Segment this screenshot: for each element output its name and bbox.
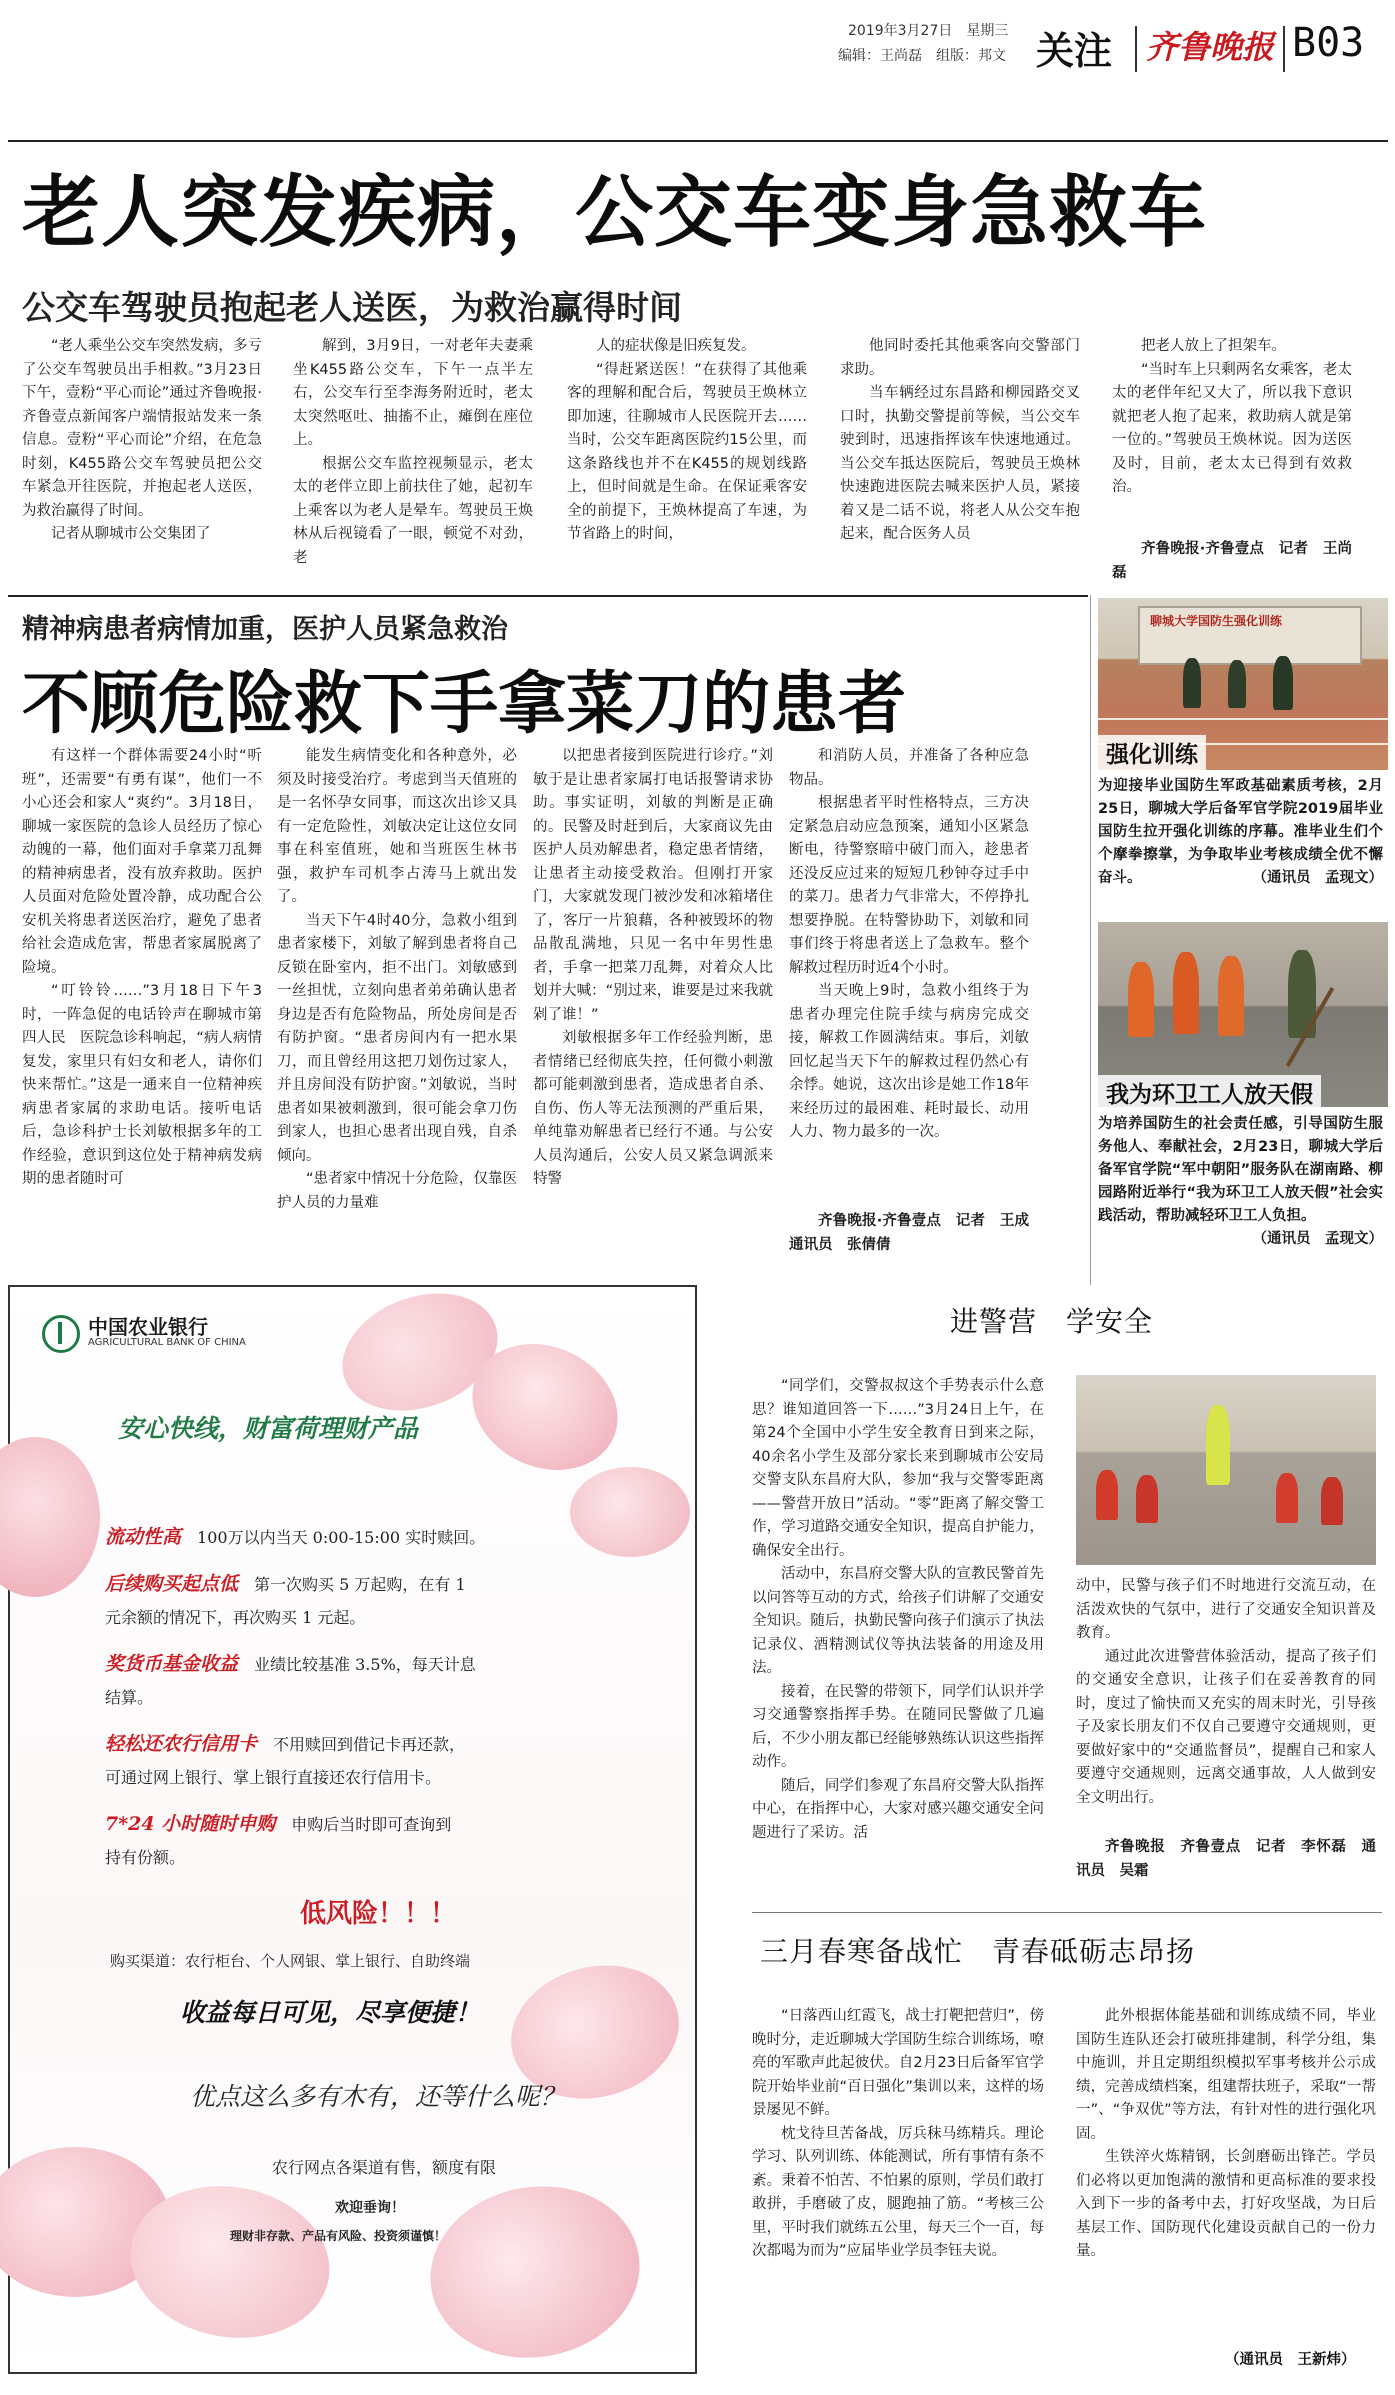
section-name: 关注 — [1036, 29, 1113, 73]
article4-headline: 三月春寒备战忙 青春砥砺志昂扬 — [760, 1935, 1196, 1968]
flower-petal — [570, 1467, 690, 1557]
ad-welcome: 欢迎垂询！ — [335, 2200, 405, 2216]
traffic-police-photo — [1076, 1375, 1376, 1565]
byline-text: 齐鲁晚报·齐鲁壹点 记者 王尚磊 — [1112, 541, 1352, 581]
newspaper-logo: 齐鲁晚报 — [1146, 28, 1275, 66]
ad-feature — [105, 1649, 476, 1676]
police-figure — [1206, 1405, 1230, 1485]
paragraph: 接着，在民警的带领下，同学们认识并学习交通警察指挥手势。在随同民警做了几遍后，不少小朋友都已经能够熟练认识这些指挥动作。 — [752, 1683, 1044, 1770]
bank-advertisement — [8, 1285, 697, 2374]
paragraph: 解到，3月9日，一对老年夫妻乘坐K455路公交车，下午一点半左右，公交车行至李海务附近时，老太太突然呕吐、抽搐不止，瘫倒在座位上。 — [293, 338, 533, 448]
article1-column — [22, 335, 262, 565]
feature-title: 奖货币基金收益 — [105, 1653, 239, 1675]
header-divider — [1283, 26, 1285, 72]
page-number: B03 — [1292, 20, 1365, 66]
caption-credit: （通讯员 孟现文） — [1252, 1231, 1383, 1247]
feature-text: 第一次购买 5 万起购，在有 1 — [254, 1575, 466, 1594]
article1-headline: 老人突发疾病，公交车变身急救车 — [22, 168, 1208, 258]
article1-byline — [1112, 538, 1352, 588]
photo2-tag: 我为环卫工人放天假 — [1098, 1075, 1321, 1110]
paragraph: “同学们，交警叔叔这个手势表示什么意思？谁知道回答一下……”3月24日上午，在第24个全国中小学生安全教育日到来之际，40余名小学生及部分家长来到聊城市公安局交警支队东昌府大队，参加“我与交警零距离——警营开放日”活动。“零”距离了解交警工作，学习道路交通安全知识，提高自护能力，确保安全出行。 — [752, 1378, 1044, 1559]
runner-figure — [1183, 658, 1201, 708]
feature-title: 后续购买起点低 — [105, 1573, 239, 1595]
paragraph: 通过此次进警营体验活动，提高了孩子们的交通安全意识，让孩子们在妥善教育的同时，度过了愉快而又充实的周末时光，引导孩子及家长朋友们不仅自己要遵守交通规则，更要做好家中的“交通监督员”，提醒自己和家人要遵守交通规则，远离交通事故，人人做到安全文明出行。 — [1076, 1648, 1376, 1806]
ad-channels: 购买渠道：农行柜台、个人网银、掌上银行、自助终端 — [110, 1952, 471, 1970]
worker-figure — [1218, 956, 1244, 1036]
issue-date: 2019年3月27日 星期三 — [848, 23, 1009, 39]
feature-text: 业绩比较基准 3.5%，每天计息 — [254, 1655, 476, 1674]
paragraph: 他同时委托其他乘客向交警部门求助。 — [840, 338, 1080, 378]
stadium-sign: 聊城大学国防生强化训练 — [1150, 614, 1283, 628]
article2-column — [789, 745, 1029, 1205]
ad-outlets: 农行网点各渠道有售，额度有限 — [272, 2158, 497, 2177]
article4-column — [752, 2005, 1044, 2365]
paragraph: 当车辆经过东昌路和柳园路交叉口时，执勤交警提前等候，当公交车驶到时，迅速指挥该车快速地通过。当公交车抵达医院后，驾驶员王焕林快速跑进医院去喊来医护人员，紧接着又是二话不说，将老人从公交车抱起来，配合医务人员 — [840, 385, 1080, 542]
paragraph: 动中，民警与孩子们不时地进行交流互动，在活泼欢快的气氛中，进行了交通安全知识普及教育。 — [1076, 1578, 1376, 1641]
paragraph: “老人乘坐公交车突然发病，多亏了公交车驾驶员出手相救。”3月23日下午，壹粉“平心而论”通过齐鲁晚报·齐鲁壹点新闻客户端情报站发来一条信息。壹粉“平心而论”介绍，在危急时刻，K455路公交车驾驶员把公交车紧急开往医院，并抱起老人送医，为救治赢得了时间。 — [22, 338, 262, 519]
flower-petal — [417, 2170, 653, 2374]
feature-text: 不用赎回到借记卡再还款， — [273, 1735, 466, 1754]
feature-text: 100万以内当天 0:00-15:00 实时赎回。 — [197, 1528, 486, 1547]
paragraph: “得赶紧送医！”在获得了其他乘客的理解和配合后，驾驶员王焕林立即加速，往聊城市人民医院开去……当时，公交车距离医院约15公里，而这条路线也并不在K455的规划线路上，但时间就是生命。在保证乘客安全的前提下，王焕林提高了车速，为节省路上的时间， — [567, 361, 807, 542]
photo1-tag: 强化训练 — [1098, 735, 1206, 770]
child-figure — [1321, 1477, 1343, 1525]
ad-feature — [105, 1809, 451, 1836]
ad-slogan: 收益每日可见，尽享便捷！ — [180, 1998, 481, 2027]
editor-credit: 编辑：王尚磊 组版：邦文 — [838, 48, 1006, 64]
paragraph: 把老人放上了担架车。 — [1141, 338, 1286, 354]
article3-column — [752, 1375, 1044, 1915]
paragraph: “当时车上只剩两名女乘客，老太太的老伴年纪又大了，所以我下意识就把老人抱了起来，救助病人就是第一位的。”驾驶员王焕林说。因为送医及时，目前，老太太已得到有效救治。 — [1112, 361, 1352, 495]
paragraph: 和消防人员，并准备了各种应急物品。 — [789, 748, 1029, 788]
article3-byline — [1076, 1836, 1376, 1906]
paragraph: 以把患者接到医院进行诊疗。”刘敏于是让患者家属打电话报警请求协助。事实证明，刘敏的判断是正确的。民警及时赶到后，大家商议先由医护人员劝解患者，稳定患者情绪，让患者主动接受救治。但刚打开家门，大家就发现门被沙发和冰箱堵住了，客厅一片狼藉，各种被毁坏的物品散乱满地，只见一名中年男性患者，手拿一把菜刀乱舞，对着众人比划并大喊：“别过来，谁要是过来我就剁了谁！” — [533, 748, 773, 1023]
ad-headline: 安心快线，财富荷理财产品 — [118, 1414, 419, 1443]
ad-question: 优点这么多有木有，还等什么呢？ — [190, 2082, 566, 2111]
caption-text: 为迎接毕业国防生军政基础素质考核，2月25日，聊城大学后备军官学院2019届毕业国防生拉开强化训练的序幕。准毕业生们个个摩拳擦掌，为争取毕业考核成绩全优不懈奋斗。 — [1098, 778, 1383, 886]
article-divider — [752, 1912, 1382, 1913]
child-figure — [1276, 1473, 1298, 1523]
ad-disclaimer: 理财非存款、产品有风险、投资须谨慎！ — [230, 2229, 447, 2243]
article1-subheadline: 公交车驾驶员抱起老人送医，为救治赢得时间 — [22, 288, 682, 327]
article1-column — [293, 335, 533, 565]
paragraph: “叮铃铃……”3月18日下午3时，一阵急促的电话铃声在聊城市第四人民 医院急诊科响起，“病人病情复发，家里只有妇女和老人，请你们快来帮忙。”这是一通来自一位精神疾病患者家属的求助电话。接听电话后，急诊科护士长刘敏根据多年的工作经验，意识到这位处于精神病发病期的患者随时可 — [22, 983, 262, 1187]
paragraph: “患者家中情况十分危险，仅靠医护人员的力量难 — [277, 1171, 517, 1211]
header-rule — [8, 140, 1388, 142]
paragraph: 枕戈待旦苦备战，厉兵秣马练精兵。理论学习、队列训练、体能测试，所有事情有条不紊。秉着不怕苦、不怕累的原则，学员们敢打敢拼，手磨破了皮，腿跑抽了筋。“考核三公里，平时我们就练五公里，每天三个一百，每次都喝为而为”应届毕业学员李钰夫说。 — [752, 2125, 1044, 2259]
paragraph: 人的症状像是旧疾复发。 — [596, 338, 756, 354]
child-figure — [1096, 1470, 1118, 1520]
article3-headline: 进警营 学安全 — [950, 1305, 1154, 1338]
ad-feature — [105, 1729, 465, 1756]
article4-column — [1076, 2005, 1376, 2335]
paragraph: 刘敏根据多年工作经验判断，患者情绪已经彻底失控，任何微小刺激都可能刺激到患者，造成患者自杀、自伤、伤人等无法预测的严重后果，单纯靠劝解患者已经行不通。与公安人员沟通后，公安人员又紧急调派来特警 — [533, 1030, 773, 1187]
ad-feature-cont: 可通过网上银行、掌上银行直接还农行信用卡。 — [105, 1768, 442, 1787]
photo2-caption — [1098, 1113, 1383, 1278]
caption-credit: （通讯员 孟现文） — [1252, 870, 1383, 886]
worker-figure — [1173, 952, 1199, 1034]
track-lane — [1098, 718, 1388, 720]
header-divider — [1135, 26, 1137, 72]
child-figure — [1136, 1475, 1158, 1523]
feature-title: 流动性高 — [105, 1526, 182, 1548]
article2-byline — [789, 1210, 1044, 1270]
article2-column — [22, 745, 262, 1265]
worker-figure — [1128, 962, 1154, 1037]
paragraph: 根据患者平时性格特点，三方决定紧急启动应急预案，通知小区紧急断电，待警察暗中破门而入，趁患者还没反应过来的短短几秒钟夺过手中的菜刀。患者力气非常大，不停挣扎想要挣脱。在特警协助下，刘敏和同事们终于将患者送上了急救车。整个解救过程历时近4个小时。 — [789, 795, 1029, 976]
article2-column — [277, 745, 517, 1265]
article1-column — [567, 335, 807, 565]
paragraph: 生铁淬火炼精钢，长剑磨砺出锋芒。学员们必将以更加饱满的激情和更高标准的要求投入到下一步的备考中去，打好攻坚战，为日后基层工作、国防现代化建设贡献自己的一份力量。 — [1076, 2149, 1376, 2259]
flower-petal — [0, 1437, 100, 1597]
article3-column — [1076, 1575, 1376, 1833]
ad-feature — [105, 1569, 466, 1596]
paragraph: “日落西山红霞飞，战士打靶把营归”，傍晚时分，走近聊城大学国防生综合训练场，嘹亮的军歌声此起彼伏。自2月23日后备军官学院开始毕业前“百日强化”集训以来，这样的场景屡见不鲜。 — [752, 2008, 1044, 2118]
article4-byline: （通讯员 王新炜） — [1225, 2352, 1356, 2368]
ad-risk: 低风险！！！ — [300, 1899, 457, 1929]
article1-column — [1112, 335, 1352, 495]
article2-column — [533, 745, 773, 1265]
feature-title: 轻松还农行信用卡 — [105, 1733, 258, 1755]
bank-logo-icon — [42, 1315, 80, 1353]
logo-stem — [58, 1322, 62, 1344]
ad-feature — [105, 1522, 485, 1549]
runner-figure — [1228, 660, 1246, 708]
article2-headline: 不顾危险救下手拿菜刀的患者 — [22, 665, 907, 744]
paragraph: 当天下午4时40分，急救小组到患者家楼下，刘敏了解到患者将自己反锁在卧室内，拒不出门。刘敏感到一丝担忧，立刻向患者弟弟确认患者身边是否有危险物品，所处房间是否有防护窗。“患者房间内有一把水果刀，而且曾经用这把刀划伤过家人，并且房间没有防护窗。”刘敏说，当时患者如果被刺激到，很可能会拿刀伤到家人，也担心患者出现自残，自杀倾向。 — [277, 912, 517, 1164]
paragraph: 随后，同学们参观了东昌府交警大队指挥中心，在指挥中心，大家对感兴趣交通安全问题进行了采访。活 — [752, 1777, 1044, 1841]
paragraph: 此外根据体能基础和训练成绩不同，毕业国防生连队还会打破班排建制，科学分组，集中施训，并且定期组织模拟军事考核并公示成绩，完善成绩档案，组建帮扶班子，采取“一帮一”、“争双优”等方法，有针对性的进行强化巩固。 — [1076, 2008, 1376, 2142]
paragraph: 能发生病情变化和各种意外，必须及时接受治疗。考虑到当天值班的是一名怀孕女同事，而这次出诊又具有一定危险性，刘敏决定让这位女同事在科室值班，她和当班医生林书强，救护车司机李占涛马上就出发了。 — [277, 748, 517, 905]
paragraph: 活动中，东昌府交警大队的宣教民警首先以问答等互动的方式，给孩子们讲解了交通安全知识。随后，执勤民警向孩子们演示了执法记录仪、酒精测试仪等执法装备的用途及用法。 — [752, 1566, 1044, 1676]
byline-text: 齐鲁晚报·齐鲁壹点 记者 王成 通讯员 张倩倩 — [789, 1213, 1044, 1253]
ad-feature-cont: 元余额的情况下，再次购买 1 元起。 — [105, 1608, 366, 1627]
paragraph: 根据公交车监控视频显示，老太太的老伴立即上前扶住了她，起初车上乘客以为老人是晕车。驾驶员王焕林从后视镜看了一眼，顿觉不对劲，老 — [293, 455, 533, 566]
paragraph: 有这样一个群体需要24小时“听班”，还需要“有勇有谋”，他们一不小心还会和家人“爽约”。3月18日，聊城一家医院的急诊人员经历了惊心动魄的一幕，他们面对手拿菜刀乱舞的精神病患者，没有放弃救助。医护人员面对危险处置冷静，成功配合公安机关将患者送医治疗，避免了患者给社会造成危害，帮患者家属脱离了险境。 — [22, 748, 262, 976]
column-divider — [1090, 595, 1091, 1285]
ad-feature-cont: 持有份额。 — [105, 1848, 186, 1867]
caption-text: 为培养国防生的社会责任感，引导国防生服务他人、奉献社会，2月23日，聊城大学后备军官学院“军中朝阳”服务队在湖南路、柳园路附近举行“我为环卫工人放天假”社会实践活动，帮助减轻环卫工人负担。 — [1098, 1116, 1383, 1224]
runner-figure — [1273, 656, 1293, 710]
paragraph: 记者从聊城市公交集团了 — [51, 526, 211, 542]
ad-feature-cont: 结算。 — [105, 1688, 154, 1707]
photo1-caption — [1098, 775, 1383, 925]
article1-column — [840, 335, 1080, 565]
article2-kicker: 精神病患者病情加重，医护人员紧急救治 — [22, 614, 508, 645]
byline-text: 齐鲁晚报 齐鲁壹点 记者 李怀磊 通讯员 吴霜 — [1076, 1839, 1376, 1879]
article-divider — [8, 595, 1088, 597]
bank-name-en: AGRICULTURAL BANK OF CHINA — [88, 1337, 246, 1348]
paragraph: 当天晚上9时，急救小组终于为患者办理完住院手续与病房完成交接，解救工作圆满结束。事后，刘敏回忆起当天下午的解救过程仍然心有余悸。她说，这次出诊是她工作18年来经历过的最困难、耗时最长、动用人力、物力最多的一次。 — [789, 983, 1029, 1140]
feature-text: 申购后当时即可查询到 — [291, 1815, 452, 1834]
feature-title: 7*24 小时随时申购 — [105, 1813, 276, 1835]
bank-name: 中国农业银行 — [88, 1315, 208, 1339]
